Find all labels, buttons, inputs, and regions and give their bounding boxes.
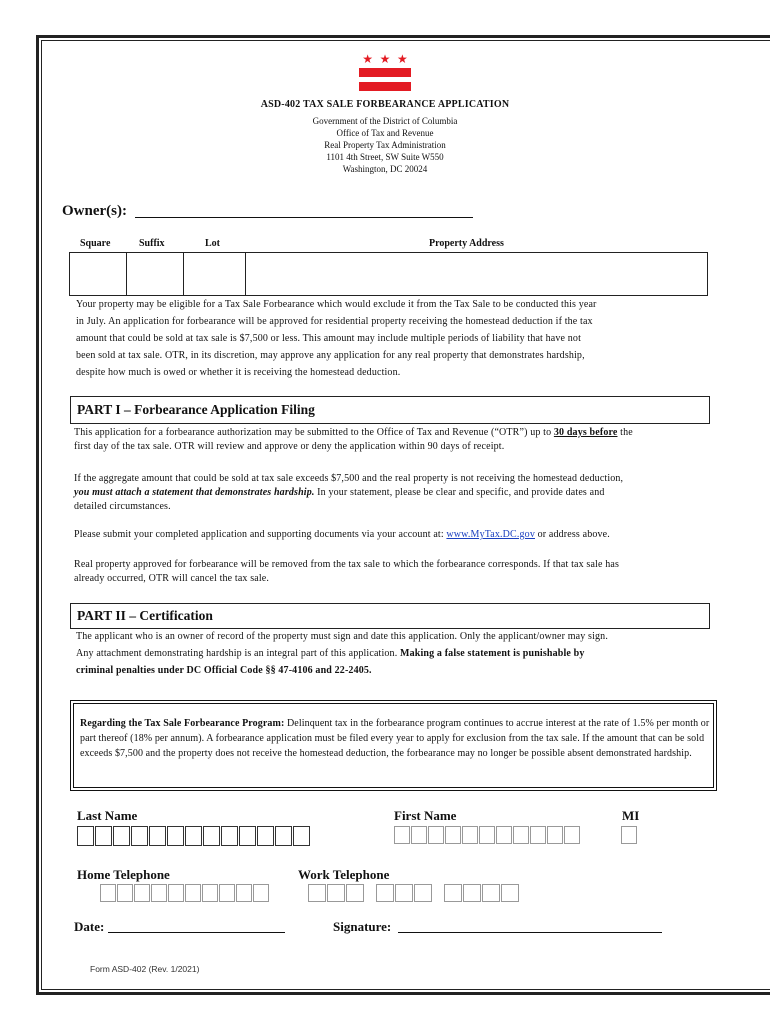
owner-input[interactable] (135, 217, 473, 218)
part2-heading: PART II – Certification (70, 603, 710, 629)
agency-line: Real Property Tax Administration (324, 140, 446, 150)
form-number: Form ASD-402 (Rev. 1/2021) (90, 964, 200, 974)
hardship-emphasis: you must attach a statement that demonstrates hardship. (74, 487, 315, 498)
lot-cell[interactable] (184, 253, 246, 295)
last-name-input[interactable] (77, 826, 311, 846)
flag-bar (359, 68, 411, 77)
first-name-label: First Name (394, 808, 457, 823)
part1-paragraph-3: Please submit your completed application and supporting documents via your account at: www.MyTax.DC.gov or address above. (74, 529, 610, 540)
agency-line: Government of the District of Columbia (312, 116, 458, 126)
work-telephone-input[interactable] (308, 884, 520, 902)
star-icon: ★ (362, 52, 374, 66)
col-suffix: Suffix (139, 238, 165, 249)
emphasis-30-days: 30 days before (553, 427, 618, 438)
star-icon: ★ (396, 52, 408, 66)
suffix-cell[interactable] (127, 253, 184, 295)
notice-text: Regarding the Tax Sale Forbearance Program: Delinquent tax in the forbearance program continues to accrue interest at the rate of 1.5% per month or part thereof (18% per annum). A forbearance application must be filed every year to apply for exclusion from the tax sale. If the amount that can be sold exceeds $7,500 and the property does not receive the homestead deduction, the forbearance may no longer be possible absent demonstrated hardship. (80, 718, 710, 759)
part1-paragraph-2: If the aggregate amount that could be sold at tax sale exceeds $7,500 and the real property is not receiving the homestead deduction, you must attach a statement that demonstrates hardship. In your statement, please be clear and specific, and provide dates and detailed circumstances. (74, 473, 624, 512)
property-address-cell[interactable] (246, 253, 707, 295)
flag-bar (359, 82, 411, 91)
square-cell[interactable] (70, 253, 127, 295)
intro-line: despite how much is owed or whether it is receiving the homestead deduction. (76, 367, 401, 378)
home-telephone-label: Home Telephone (77, 867, 170, 882)
mi-input[interactable] (621, 826, 638, 844)
agency-line: Washington, DC 20024 (342, 164, 428, 174)
date-label: Date: (74, 919, 105, 934)
signature-input[interactable] (398, 932, 662, 933)
col-property-address: Property Address (429, 238, 504, 249)
intro-line: been sold at tax sale. OTR, in its discretion, may approve any application for any real property that demonstrates hardship, (76, 350, 585, 361)
home-telephone-input[interactable] (100, 884, 270, 902)
page-border-inner (41, 40, 770, 990)
first-name-input[interactable] (394, 826, 581, 844)
intro-line: in July. An application for forbearance will be approved for residential property receiving the homestead deduction if the tax (76, 316, 593, 327)
part1-paragraph-4: Real property approved for forbearance will be removed from the tax sale to which the forbearance corresponds. If that tax sale has already occurred, OTR will cancel the tax sale. (74, 559, 619, 584)
intro-line: Your property may be eligible for a Tax Sale Forbearance which would exclude it from the Tax Sale to be conducted this year (76, 299, 597, 310)
agency-line: Office of Tax and Revenue (336, 128, 434, 138)
dc-flag-logo (359, 53, 411, 93)
col-square: Square (80, 238, 111, 249)
mytax-link[interactable]: www.MyTax.DC.gov (446, 529, 535, 540)
part1-heading: PART I – Forbearance Application Filing (70, 396, 710, 424)
col-lot: Lot (205, 238, 220, 249)
owner-label: Owner(s): (62, 203, 127, 219)
agency-line: 1101 4th Street, SW Suite W550 (326, 152, 444, 162)
intro-line: amount that could be sold at tax sale is $7,500 or less. This amount may include multiple periods of liability that have not (76, 333, 581, 344)
last-name-label: Last Name (77, 808, 138, 823)
date-input[interactable] (108, 932, 285, 933)
form-title: ASD-402 TAX SALE FORBEARANCE APPLICATION (260, 99, 510, 110)
star-icon: ★ (379, 52, 391, 66)
property-table (69, 252, 708, 296)
work-telephone-label: Work Telephone (298, 867, 390, 882)
intro-paragraph (76, 296, 716, 381)
mi-label: MI (622, 808, 640, 823)
signature-label: Signature: (333, 919, 392, 934)
part1-paragraph-1: This application for a forbearance authorization may be submitted to the Office of Tax and Revenue (“OTR”) up to 30 days before the first day of the tax sale. OTR will review and approve or deny the application within 90 days of receipt. (74, 427, 633, 452)
part2-paragraph: The applicant who is an owner of record of the property must sign and date this application. Only the applicant/owner may sign. Any attachment demonstrating hardship is an integral part of this application. Making a false statement is punishable by criminal penalties under DC Official Code §§ 47-4106 and 22-2405. (76, 631, 608, 676)
